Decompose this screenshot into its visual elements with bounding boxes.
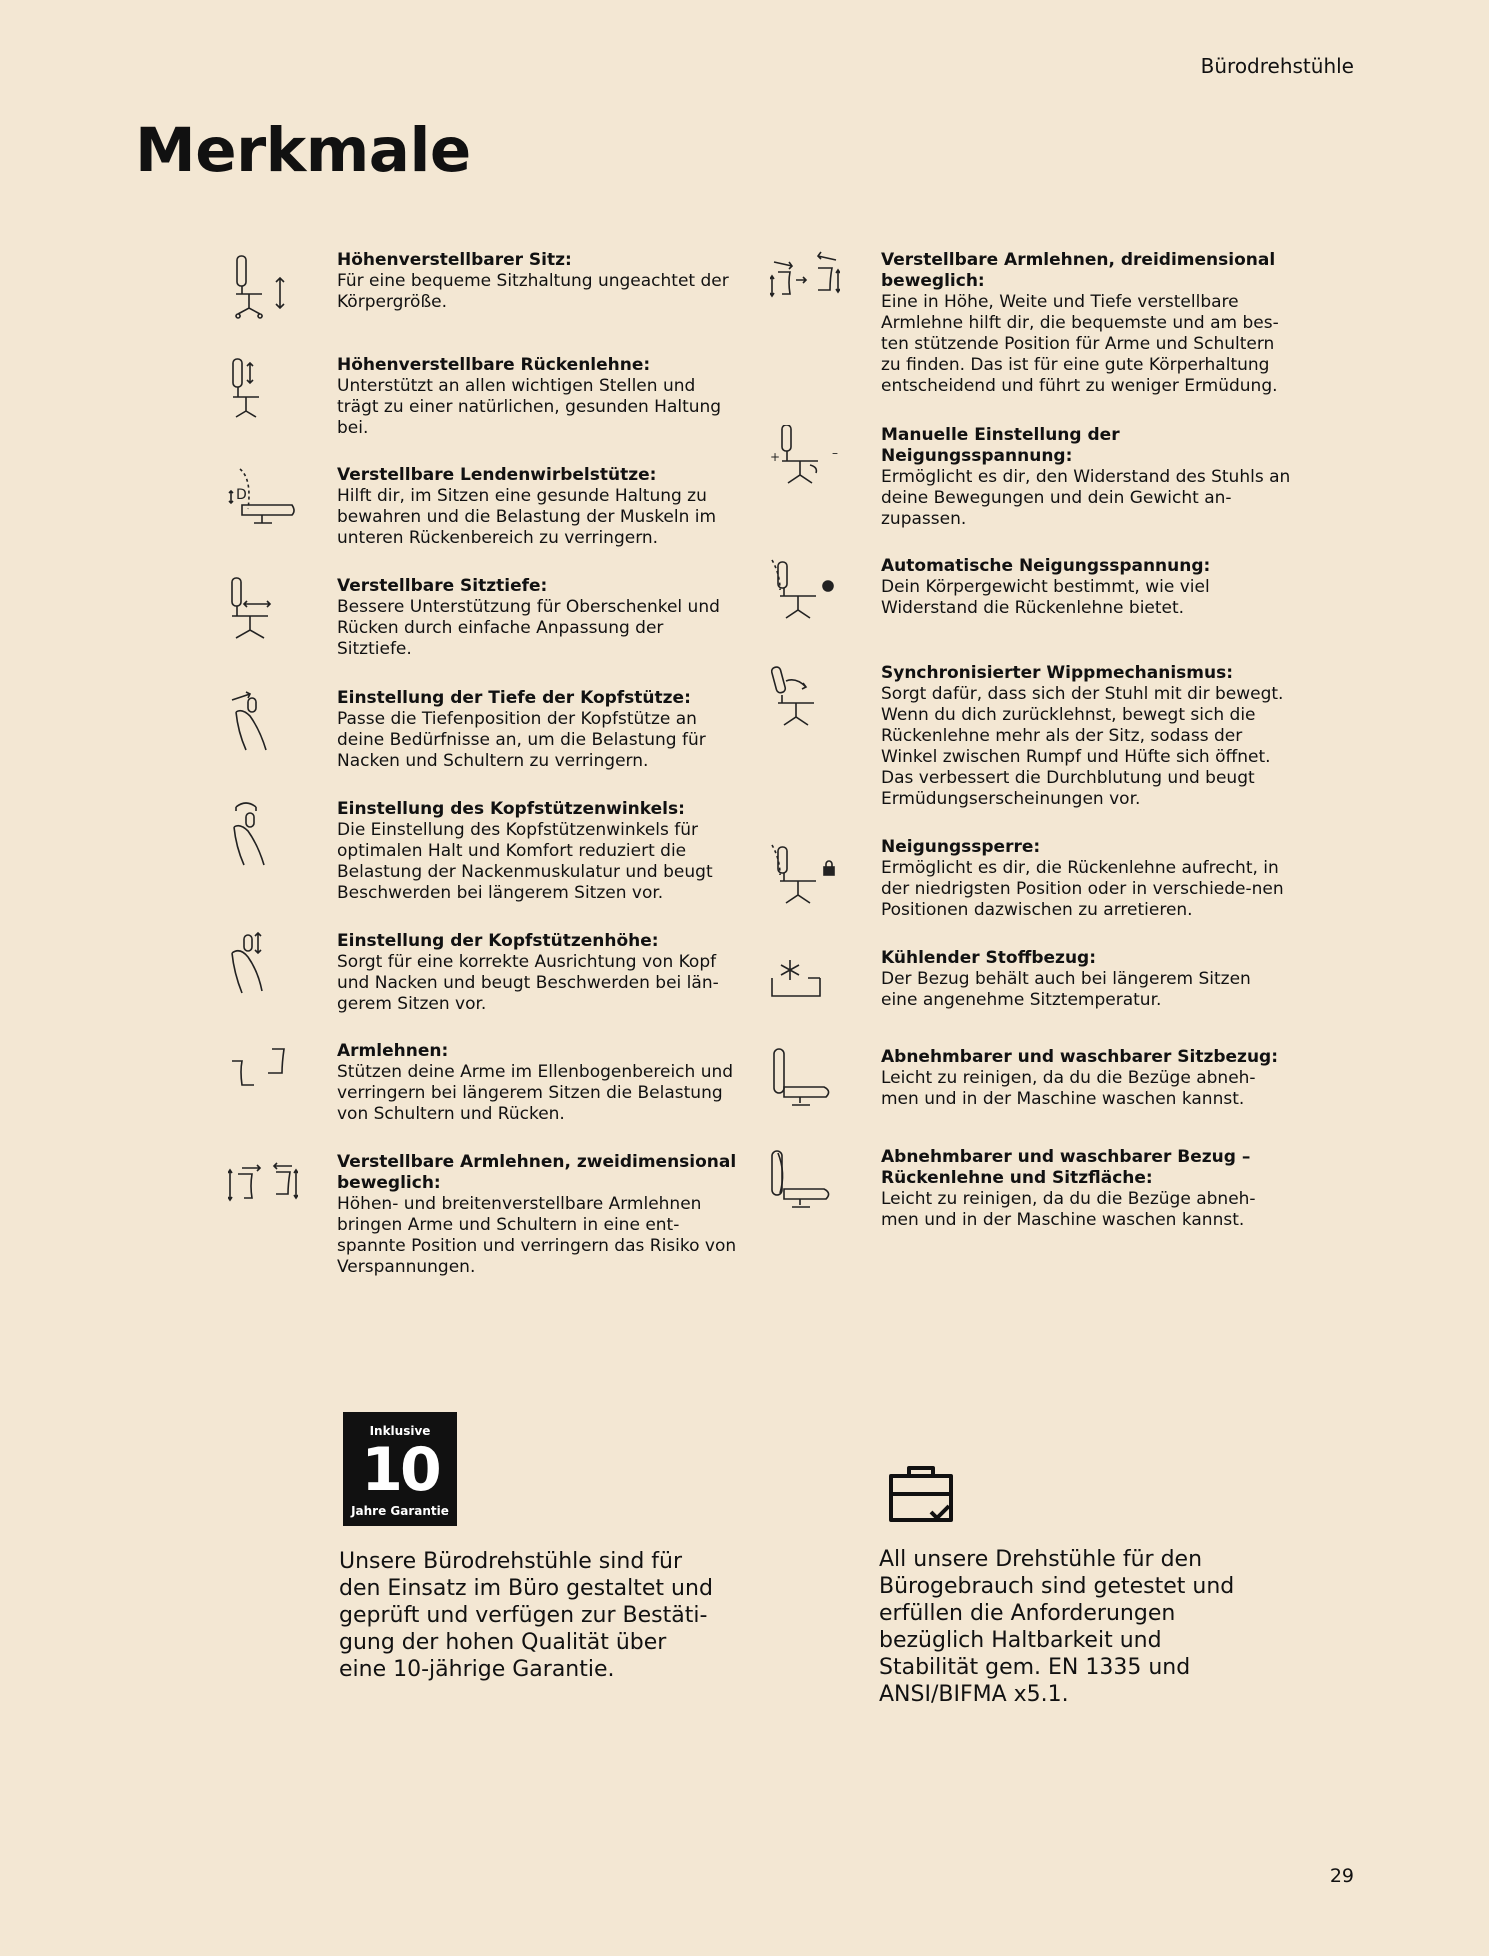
feature-title: Einstellung des Kopfstützenwinkels: <box>337 799 685 819</box>
feature-description: Höhen- und breitenverstellbare Armlehnen bringen Arme und Schultern in eine ent-spannte Position und verringern das Risiko von Verspannungen. <box>337 1194 737 1277</box>
feature-title: Manuelle Einstellung der Neigungsspannung: <box>881 425 1120 466</box>
feature-title: Abnehmbarer und waschbarer Bezug – Rückenlehne und Sitzfläche: <box>881 1147 1251 1188</box>
synchro-mechanism-icon <box>770 663 840 743</box>
height-adjustable-seat-icon <box>228 250 298 330</box>
feature-description: Sorgt dafür, dass sich der Stuhl mit dir bewegt. Wenn du dich zurücklehnst, bewegt sich die Rückenlehne mehr als der Sitz, sodass der Winkel zwischen Rumpf und Hüfte sich öffnet. Das verbessert die Durchblutung und beugt Ermüdungserscheinungen vor. <box>881 684 1284 809</box>
armrests-icon <box>228 1041 298 1121</box>
feature-description: Leicht zu reinigen, da du die Bezüge abneh-men und in der Maschine waschen kannst. <box>881 1189 1256 1230</box>
armrests-2d-icon <box>228 1152 298 1232</box>
feature-title: Einstellung der Kopfstützenhöhe: <box>337 931 659 951</box>
feature-description: Passe die Tiefenposition der Kopfstütze an deine Bedürfnisse an, um die Belastung für Nacken und Schultern zu verringern. <box>337 709 706 771</box>
headrest-angle-icon <box>228 799 298 879</box>
feature-title: Verstellbare Lendenwirbelstütze: <box>337 465 657 485</box>
svg-text:+: + <box>770 450 781 464</box>
certification-text: All unsere Drehstühle für den Bürogebrauch sind getestet und erfüllen die Anforderungen bezüglich Haltbarkeit und Stabilität gem. EN 1335 und ANSI/BIFMA x5.1. <box>879 1547 1235 1707</box>
badge-top-label: Inklusive <box>369 1424 431 1438</box>
feature-description: Hilft dir, im Sitzen eine gesunde Haltung zu bewahren und die Belastung der Muskeln im unteren Rückenbereich zu verringern. <box>337 486 717 548</box>
armrests-3d-icon <box>770 250 840 330</box>
headrest-depth-icon <box>228 688 298 768</box>
feature-title: Automatische Neigungsspannung: <box>881 556 1211 576</box>
page-number: 29 <box>1329 1865 1354 1887</box>
feature-description: Ermöglicht es dir, die Rückenlehne aufrecht, in der niedrigsten Position oder in verschiede-nen Positionen dazwischen zu arretieren. <box>881 858 1284 920</box>
cooling-fabric-icon <box>770 948 840 1028</box>
automatic-tilt-tension-icon <box>770 556 840 636</box>
feature-description: Stützen deine Arme im Ellenbogenbereich und verringern bei längerem Sitzen die Belastung von Schultern und Rücken. <box>337 1062 734 1124</box>
feature-description: Bessere Unterstützung für Oberschenkel und Rücken durch einfache Anpassung der Sitztiefe. <box>337 597 720 659</box>
briefcase-check-icon <box>887 1464 957 1528</box>
guarantee-badge <box>343 1412 457 1526</box>
section-title: Bürodrehstühle <box>1200 54 1354 78</box>
feature-title: Kühlender Stoffbezug: <box>881 948 1097 968</box>
feature-description: Die Einstellung des Kopfstützenwinkels für optimalen Halt und Komfort reduziert die Belastung der Nackenmuskulatur und beugt Beschwerden bei längerem Sitzen vor. <box>337 820 713 903</box>
feature-title: Synchronisierter Wippmechanismus: <box>881 663 1234 683</box>
svg-text:D: D <box>236 487 247 503</box>
feature-description: Eine in Höhe, Weite und Tiefe verstellbare Armlehne hilft dir, die bequemste und am bes-ten stützende Position für Arme und Schultern zu finden. Das ist für eine gute Körperhaltung entscheidend und führt zu weniger Ermüdung. <box>881 292 1279 396</box>
height-adjustable-backrest-icon <box>228 355 298 435</box>
feature-title: Verstellbare Armlehnen, dreidimensional beweglich: <box>881 250 1276 291</box>
feature-description: Ermöglicht es dir, den Widerstand des Stuhls an deine Bewegungen und dein Gewicht an-zupassen. <box>881 467 1291 529</box>
guarantee-text: Unsere Bürodrehstühle sind für den Einsatz im Büro gestaltet und geprüft und verfügen zur Bestäti-gung der hohen Qualität über eine 10-jährige Garantie. <box>339 1549 713 1682</box>
feature-title: Verstellbare Armlehnen, zweidimensional beweglich: <box>337 1152 737 1193</box>
badge-bottom-label: Jahre Garantie <box>351 1504 449 1518</box>
tilt-lock-icon <box>770 837 840 917</box>
lumbar-support-icon <box>228 465 298 545</box>
svg-text:–: – <box>832 446 838 460</box>
removable-seat-cover-icon <box>770 1047 840 1127</box>
removable-cover-icon <box>770 1147 840 1227</box>
manual-tilt-tension-icon <box>770 425 840 505</box>
feature-description: Dein Körpergewicht bestimmt, wie viel Widerstand die Rückenlehne bietet. <box>881 577 1210 618</box>
feature-description: Der Bezug behält auch bei längerem Sitzen eine angenehme Sitztemperatur. <box>881 969 1251 1010</box>
feature-title: Höhenverstellbare Rückenlehne: <box>337 355 651 375</box>
badge-number: 10 <box>361 1435 439 1505</box>
feature-title: Armlehnen: <box>337 1041 449 1061</box>
feature-title: Einstellung der Tiefe der Kopfstütze: <box>337 688 691 708</box>
page-heading: Merkmale <box>135 115 471 186</box>
feature-description: Für eine bequeme Sitzhaltung ungeachtet der Körpergröße. <box>337 271 729 312</box>
headrest-height-icon <box>228 931 298 1011</box>
feature-description: Leicht zu reinigen, da du die Bezüge abneh-men und in der Maschine waschen kannst. <box>881 1068 1256 1109</box>
seat-depth-icon <box>228 576 298 656</box>
feature-description: Sorgt für eine korrekte Ausrichtung von Kopf und Nacken und beugt Beschwerden bei län-gerem Sitzen vor. <box>337 952 719 1014</box>
feature-title: Verstellbare Sitztiefe: <box>337 576 548 596</box>
feature-title: Abnehmbarer und waschbarer Sitzbezug: <box>881 1047 1279 1067</box>
feature-description: Unterstützt an allen wichtigen Stellen und trägt zu einer natürlichen, gesunden Haltung bei. <box>337 376 722 438</box>
feature-title: Höhenverstellbarer Sitz: <box>337 250 572 270</box>
feature-title: Neigungssperre: <box>881 837 1041 857</box>
